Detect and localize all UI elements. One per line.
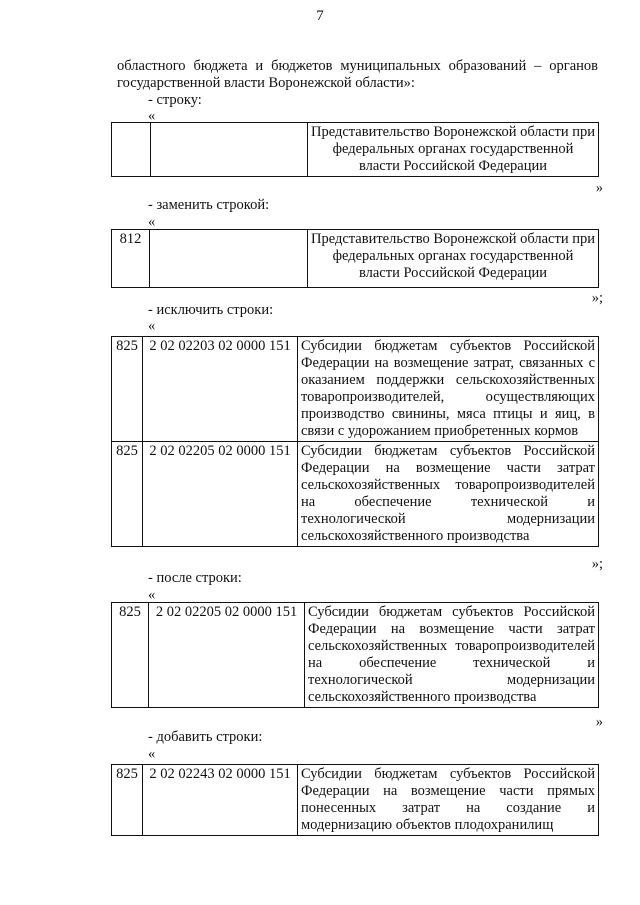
cell-kbk: 2 02 02205 02 0000 151 <box>143 442 298 547</box>
table-excluded-rows <box>111 336 599 547</box>
table-row <box>112 230 599 288</box>
table-row <box>112 123 599 177</box>
cell-kbk <box>151 123 308 177</box>
cell-code: 825 <box>112 603 149 708</box>
cell-code: 825 <box>112 765 143 836</box>
close-quote: »; <box>591 556 603 572</box>
label-zamenit: - заменить строкой: <box>148 197 270 213</box>
label-stroku: - строку: <box>148 92 202 108</box>
label-dobavit: - добавить строки: <box>148 729 263 745</box>
table-added-rows <box>111 764 599 836</box>
open-quote: « <box>148 318 156 334</box>
close-quote: » <box>595 180 603 196</box>
table-after-row <box>111 602 599 708</box>
table-row <box>112 765 599 836</box>
label-isklyuchit: - исключить строки: <box>148 302 274 318</box>
cell-kbk: 2 02 02203 02 0000 151 <box>143 337 298 442</box>
cell-name: Субсидии бюджетам субъектов Российской Федерации на возмещение затрат, связанных с оказанием поддержки сельскохозяйственных товаропроизводителей, осуществляющих производство свинины, мяса птицы и яиц, в связи с удорожанием приобретенных кормов <box>298 337 599 442</box>
table-row <box>112 337 599 442</box>
close-quote: »; <box>591 290 603 306</box>
table-row <box>112 442 599 547</box>
table-old-row <box>111 122 599 177</box>
table-new-row <box>111 229 599 288</box>
open-quote: « <box>148 746 156 762</box>
open-quote: « <box>148 108 156 124</box>
cell-kbk: 2 02 02205 02 0000 151 <box>149 603 305 708</box>
cell-name: Субсидии бюджетам субъектов Российской Федерации на возмещение части затрат сельскохозяйственных товаропроизводителей на обеспечение технической и технологической модернизации сельскохозяйственного производства <box>305 603 599 708</box>
cell-name: Субсидии бюджетам субъектов Российской Федерации на возмещение части затрат сельскохозяйственных товаропроизводителей на обеспечение технической и технологической модернизации сельскохозяйственного производства <box>298 442 599 547</box>
cell-code: 825 <box>112 442 143 547</box>
cell-name: Субсидии бюджетам субъектов Российской Федерации на возмещение части прямых понесенных затрат на создание и модернизацию объектов плодохранилищ <box>298 765 599 836</box>
intro-line-1: областного бюджета и бюджетов муниципальных образований – органов <box>117 58 598 74</box>
cell-kbk: 2 02 02243 02 0000 151 <box>143 765 298 836</box>
table-row <box>112 603 599 708</box>
cell-name: Представительство Воронежской области при федеральных органах государственной власти Российской Федерации <box>308 230 599 288</box>
cell-code: 812 <box>112 230 150 288</box>
label-posle: - после строки: <box>148 570 242 586</box>
intro-paragraph <box>117 58 598 92</box>
open-quote: « <box>148 587 156 603</box>
page-number: 7 <box>316 8 324 24</box>
cell-code <box>112 123 151 177</box>
cell-code: 825 <box>112 337 143 442</box>
open-quote: « <box>148 214 156 230</box>
cell-name: Представительство Воронежской области при федеральных органах государственной власти Российской Федерации <box>308 123 599 177</box>
intro-line-2: государственной власти Воронежской области»: <box>117 75 415 91</box>
close-quote: » <box>595 714 603 730</box>
cell-kbk <box>150 230 308 288</box>
